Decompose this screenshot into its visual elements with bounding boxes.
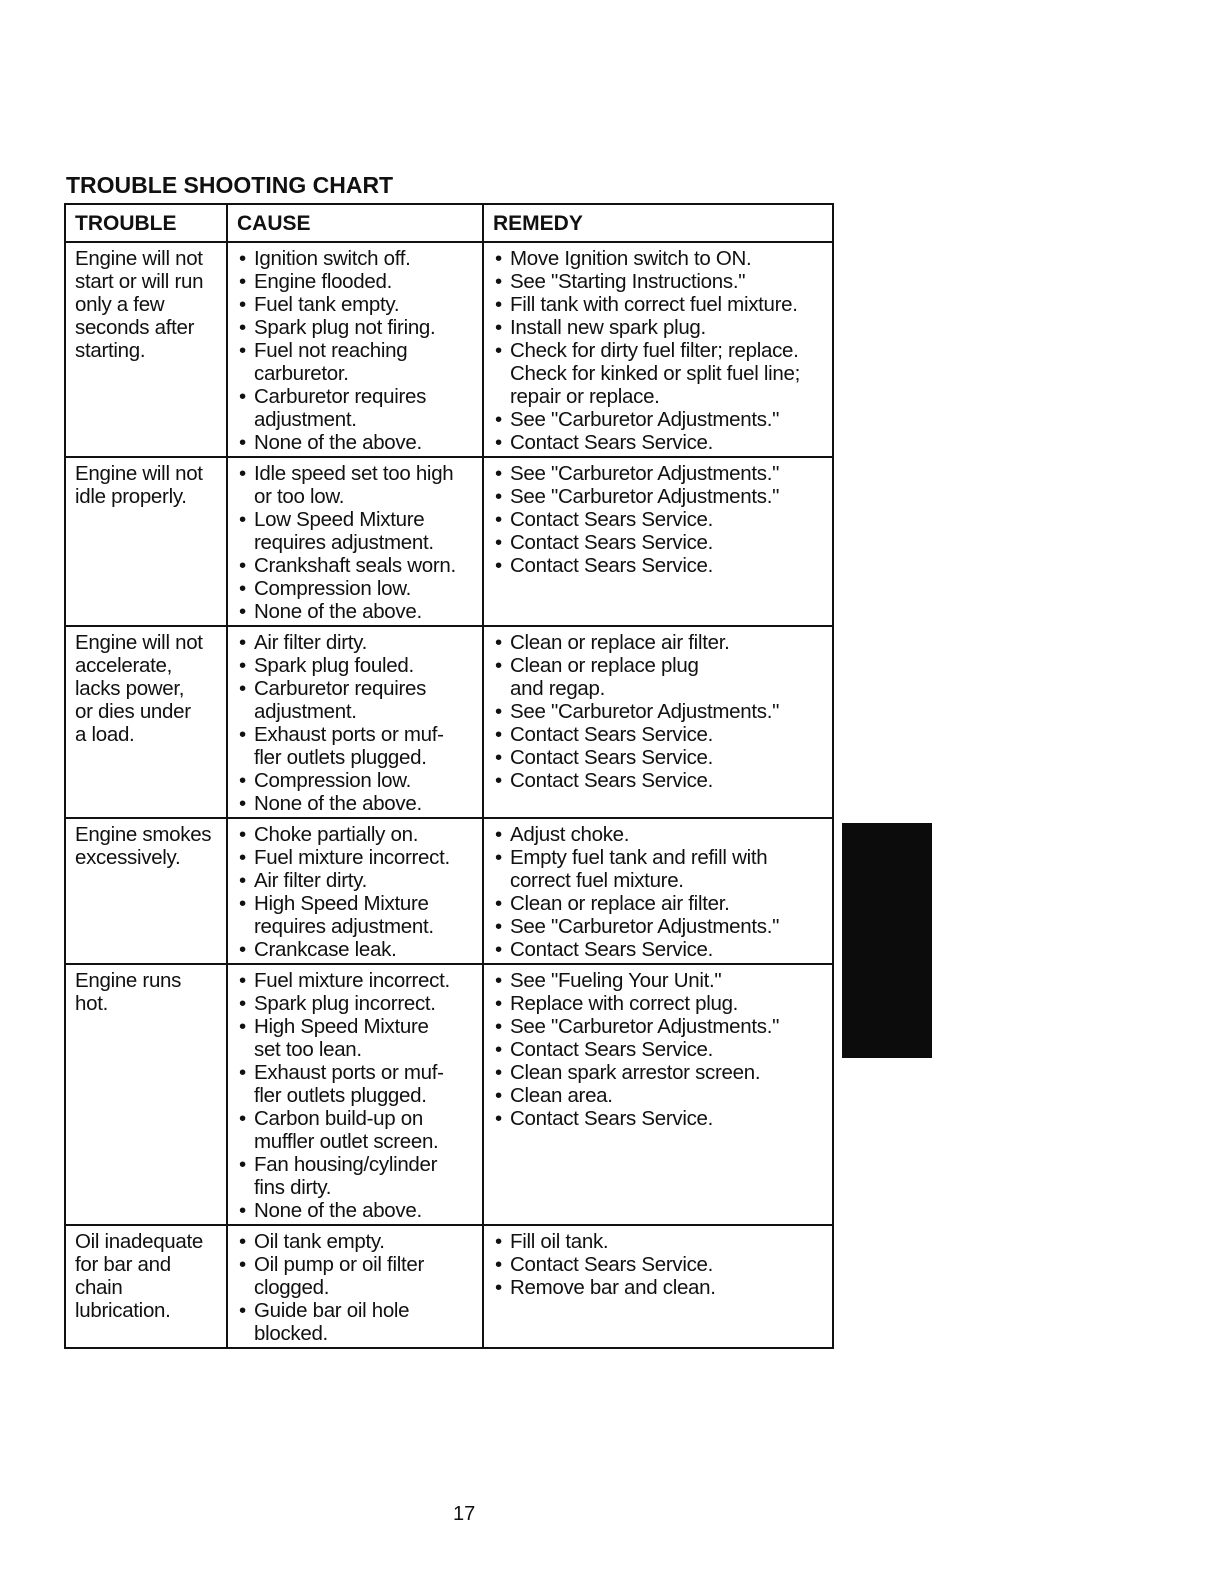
remedy-item: • Contact Sears Service.: [493, 769, 826, 792]
cause-item: • Fuel mixture incorrect.: [237, 846, 476, 869]
remedy-item: • Empty fuel tank and refill with correct fuel mixture.: [493, 846, 826, 892]
table-row: [65, 242, 833, 457]
remedy-list: [493, 969, 826, 1130]
cause-item: • Air filter dirty.: [237, 869, 476, 892]
remedy-list: [493, 247, 826, 454]
table-header-row: [65, 204, 833, 242]
cause-cell: [227, 242, 483, 457]
cause-item: • Choke partially on.: [237, 823, 476, 846]
remedy-item: • Contact Sears Service.: [493, 746, 826, 769]
cause-item: • Compression low.: [237, 577, 476, 600]
cause-item: • Carburetor requires adjustment.: [237, 677, 476, 723]
header-trouble: TROUBLE: [65, 204, 227, 242]
cause-item: • None of the above.: [237, 1199, 476, 1222]
remedy-item: • See "Carburetor Adjustments.": [493, 462, 826, 485]
cause-item: • Spark plug fouled.: [237, 654, 476, 677]
page-title: TROUBLE SHOOTING CHART: [66, 172, 394, 198]
remedy-item: • Contact Sears Service.: [493, 554, 826, 577]
remedy-cell: [483, 626, 833, 818]
remedy-item: • Contact Sears Service.: [493, 508, 826, 531]
cause-item: • Ignition switch off.: [237, 247, 476, 270]
trouble-cell: [65, 242, 227, 457]
cause-cell: [227, 818, 483, 964]
remedy-item: • Install new spark plug.: [493, 316, 826, 339]
trouble-cell: [65, 964, 227, 1225]
remedy-item: • Contact Sears Service.: [493, 938, 826, 961]
remedy-item: • Clean or replace air filter.: [493, 631, 826, 654]
cause-list: [237, 1230, 476, 1345]
trouble-text: Engine smokes excessively.: [75, 823, 212, 869]
trouble-cell: [65, 818, 227, 964]
remedy-item: • Check for dirty fuel filter; replace. Check for kinked or split fuel line; repair or replace.: [493, 339, 826, 408]
cause-item: • Carburetor requires adjustment.: [237, 385, 476, 431]
remedy-item: • See "Carburetor Adjustments.": [493, 915, 826, 938]
cause-item: • Fan housing/cylinder fins dirty.: [237, 1153, 476, 1199]
remedy-cell: [483, 242, 833, 457]
remedy-item: • Clean or replace air filter.: [493, 892, 826, 915]
table-row: [65, 818, 833, 964]
page-number: 17: [453, 1503, 476, 1525]
cause-item: • Fuel mixture incorrect.: [237, 969, 476, 992]
cause-item: • Spark plug incorrect.: [237, 992, 476, 1015]
remedy-list: [493, 631, 826, 792]
remedy-cell: [483, 818, 833, 964]
cause-item: • Air filter dirty.: [237, 631, 476, 654]
cause-item: • Compression low.: [237, 769, 476, 792]
trouble-shooting-table: [64, 203, 834, 1349]
table-row: [65, 1225, 833, 1348]
cause-item: • None of the above.: [237, 600, 476, 623]
remedy-cell: [483, 457, 833, 626]
remedy-item: • Contact Sears Service.: [493, 1038, 826, 1061]
cause-cell: [227, 626, 483, 818]
cause-cell: [227, 457, 483, 626]
cause-item: • High Speed Mixture set too lean.: [237, 1015, 476, 1061]
cause-item: • None of the above.: [237, 431, 476, 454]
cause-item: • Guide bar oil hole blocked.: [237, 1299, 476, 1345]
cause-item: • Low Speed Mixture requires adjustment.: [237, 508, 476, 554]
remedy-cell: [483, 1225, 833, 1348]
cause-list: [237, 462, 476, 623]
trouble-cell: [65, 1225, 227, 1348]
remedy-item: • See "Carburetor Adjustments.": [493, 408, 826, 431]
table-row: [65, 457, 833, 626]
header-remedy: REMEDY: [483, 204, 833, 242]
trouble-cell: [65, 626, 227, 818]
cause-item: • Engine flooded.: [237, 270, 476, 293]
cause-item: • Exhaust ports or muf- fler outlets plugged.: [237, 723, 476, 769]
header-cause: CAUSE: [227, 204, 483, 242]
trouble-text: Engine will not idle properly.: [75, 462, 203, 508]
remedy-item: • Clean spark arrestor screen.: [493, 1061, 826, 1084]
remedy-item: • See "Fueling Your Unit.": [493, 969, 826, 992]
remedy-list: [493, 462, 826, 577]
remedy-item: • Adjust choke.: [493, 823, 826, 846]
cause-item: • Crankshaft seals worn.: [237, 554, 476, 577]
cause-item: • Fuel tank empty.: [237, 293, 476, 316]
cause-list: [237, 631, 476, 815]
remedy-item: • Replace with correct plug.: [493, 992, 826, 1015]
cause-item: • Oil tank empty.: [237, 1230, 476, 1253]
remedy-item: • Clean area.: [493, 1084, 826, 1107]
cause-item: • Fuel not reaching carburetor.: [237, 339, 476, 385]
cause-list: [237, 969, 476, 1222]
section-tab-marker: [842, 823, 932, 1058]
cause-item: • Carbon build-up on muffler outlet screen.: [237, 1107, 476, 1153]
cause-item: • Idle speed set too high or too low.: [237, 462, 476, 508]
cause-item: • Exhaust ports or muf- fler outlets plugged.: [237, 1061, 476, 1107]
remedy-list: [493, 823, 826, 961]
remedy-item: • See "Carburetor Adjustments.": [493, 485, 826, 508]
cause-item: • Oil pump or oil filter clogged.: [237, 1253, 476, 1299]
remedy-item: • See "Carburetor Adjustments.": [493, 1015, 826, 1038]
cause-item: • High Speed Mixture requires adjustment.: [237, 892, 476, 938]
remedy-item: • See "Carburetor Adjustments.": [493, 700, 826, 723]
remedy-item: • Remove bar and clean.: [493, 1276, 826, 1299]
remedy-item: • Contact Sears Service.: [493, 431, 826, 454]
remedy-item: • Contact Sears Service.: [493, 1253, 826, 1276]
cause-cell: [227, 964, 483, 1225]
trouble-text: Engine runs hot.: [75, 969, 182, 1015]
remedy-item: • Contact Sears Service.: [493, 723, 826, 746]
remedy-list: [493, 1230, 826, 1299]
remedy-cell: [483, 964, 833, 1225]
trouble-text: Engine will not start or will run only a few seconds after starting.: [75, 247, 204, 362]
table-body: [65, 242, 833, 1348]
cause-list: [237, 247, 476, 454]
trouble-cell: [65, 457, 227, 626]
remedy-item: • See "Starting Instructions.": [493, 270, 826, 293]
remedy-item: • Contact Sears Service.: [493, 531, 826, 554]
cause-item: • Spark plug not firing.: [237, 316, 476, 339]
cause-cell: [227, 1225, 483, 1348]
remedy-item: • Fill oil tank.: [493, 1230, 826, 1253]
table-row: [65, 964, 833, 1225]
cause-item: • None of the above.: [237, 792, 476, 815]
trouble-text: Oil inadequate for bar and chain lubrication.: [75, 1230, 204, 1322]
remedy-item: • Fill tank with correct fuel mixture.: [493, 293, 826, 316]
remedy-item: • Clean or replace plug and regap.: [493, 654, 826, 700]
remedy-item: • Contact Sears Service.: [493, 1107, 826, 1130]
trouble-text: Engine will not accelerate, lacks power, or dies under a load.: [75, 631, 203, 746]
cause-list: [237, 823, 476, 961]
cause-item: • Crankcase leak.: [237, 938, 476, 961]
table-row: [65, 626, 833, 818]
remedy-item: • Move Ignition switch to ON.: [493, 247, 826, 270]
